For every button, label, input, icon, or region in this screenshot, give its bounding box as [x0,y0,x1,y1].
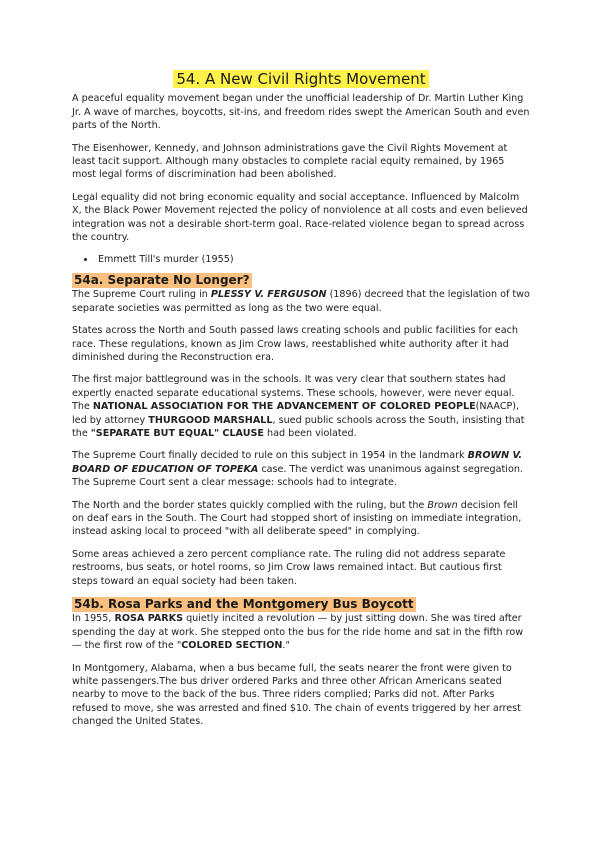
title-wrap [72,70,530,88]
text: , sued public schools across the South, insisting that the [72,414,525,439]
section-b-paragraph-1 [72,612,530,652]
section-a-heading-line [72,273,530,288]
text: The North and the border states quickly complied with the ruling, but the [72,499,428,511]
section-b-heading: 54b. Rosa Parks and the Montgomery Bus Boycott [74,597,414,611]
separate-but-equal-clause: "SEPARATE BUT EQUAL" CLAUSE [90,427,264,439]
text: (NAACP), led by attorney [72,401,520,426]
text: In 1955, [72,613,115,625]
section-a-paragraph-4 [72,449,530,489]
text: decision fell on deaf ears in the South. The Court had stopped short of insisting on immediate integration, instead asking local to proceed "with all deliberate speed" in complying. [72,499,522,538]
case-brown: BROWN V. BOARD OF EDUCATION OF TOPEKA [72,450,523,475]
text: (1896) decreed that the legislation of two separate societies was permitted as long as the two were equal. [72,289,530,314]
section-a-paragraph-3 [72,373,530,440]
intro-paragraph-2: The Eisenhower, Kennedy, and Johnson administrations gave the Civil Rights Movement at least tacit support. Although many obstacles to complete racial equity remained, by 1965 most legal forms of discrimination had been abolished. [72,142,508,181]
section-b-heading-line [72,597,530,612]
thurgood-marshall: THURGOOD MARSHALL [148,414,273,426]
text: ." [282,640,290,652]
text: had been violated. [263,427,357,439]
text: case. The verdict was unanimous against segregation. The Supreme Court sent a clear message: schools had to integrate. [72,463,523,489]
text: The Supreme Court finally decided to rule on this subject in 1954 in the landmark [72,450,468,462]
section-a-paragraph-1 [72,288,530,315]
text: quietly incited a revolution — by just sitting down. She was tired after spending the day at work. She stepped onto the bus for the ride home and sat in the fifth row — the first row of the " [72,613,524,652]
rosa-parks: ROSA PARKS [114,613,184,625]
naacp-name: NATIONAL ASSOCIATION FOR THE ADVANCEMENT OF COLORED PEOPLE [92,401,476,413]
section-a-paragraph-6: Some areas achieved a zero percent compliance rate. The ruling did not address separate restrooms, bus seats, or hotel rooms, so Jim Crow laws remained intact. But cautious first steps toward an equal society had been taken. [72,548,506,587]
section-b-paragraph-2: In Montgomery, Alabama, when a bus became full, the seats nearer the front were given to white passengers.The bus driver ordered Parks and three other African Americans seated nearby to move to the back of the bus. Three riders complied; Parks did not. After Parks refused to move, she was arrested and fined $10. The chain of events triggered by her arrest changed the United States. [72,662,521,728]
bullet-emmett-till: • Emmett Till's murder (1955) [96,253,530,266]
section-a-paragraph-5 [72,499,530,539]
intro-paragraph-3: Legal equality did not bring economic equality and social acceptance. Influenced by Malcolm X, the Black Power Movement rejected the policy of nonviolence at all costs and even believed integration was not a desirable short-term goal. Race-related violence began to spread across the country. [72,191,528,244]
text: The first major battleground was in the schools. It was very clear that southern states had expertly enacted separate educational systems. These schools, however, were never equal. The [72,374,515,413]
document-page [72,70,530,738]
case-plessy: PLESSY V. FERGUSON [210,289,327,301]
intro-paragraph-1: A peaceful equality movement began under the unofficial leadership of Dr. Martin Luther King Jr. A wave of marches, boycotts, sit-ins, and freedom rides swept the American South and even parts of the North. [72,93,530,132]
brown-italic: Brown [427,499,458,511]
colored-section: COLORED SECTION [181,640,283,652]
section-a-heading: 54a. Separate No Longer? [74,272,250,287]
intro-bullet-list [72,253,530,266]
text: The Supreme Court ruling in [72,289,211,301]
page-title: 54. A New Civil Rights Movement [173,70,428,88]
section-a-paragraph-2: States across the North and South passed laws creating schools and public facilities for each race. These regulations, known as Jim Crow laws, reestablished white authority after it had diminished during the Reconstruction era. [72,325,518,363]
